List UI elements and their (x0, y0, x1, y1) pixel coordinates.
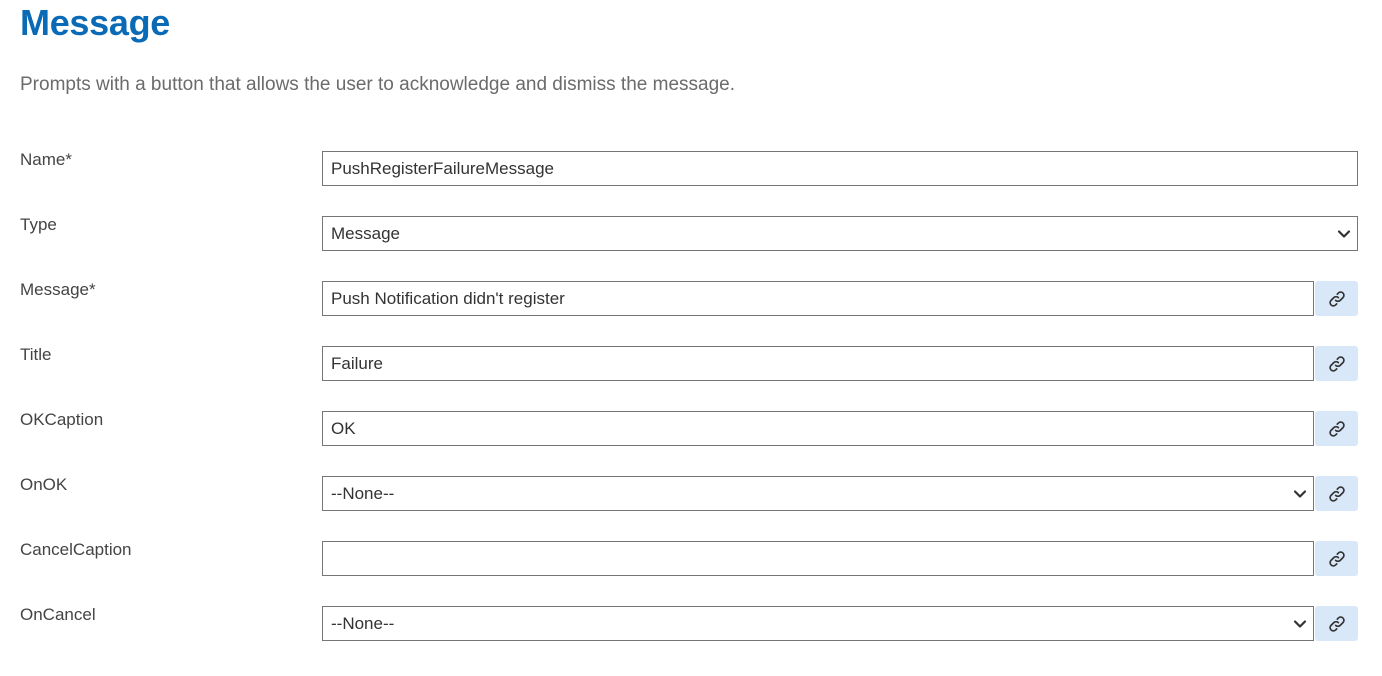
on-ok-row (0, 476, 1382, 541)
message-label: Message* (20, 280, 96, 299)
link-icon (1326, 288, 1348, 310)
ok-caption-row (0, 411, 1382, 476)
ok-caption-input[interactable]: OK (322, 411, 1314, 446)
link-icon (1326, 548, 1348, 570)
on-ok-select-value: --None-- (331, 484, 395, 503)
title-label: Title (20, 345, 52, 364)
cancel-caption-row (0, 541, 1382, 606)
on-ok-select[interactable] (322, 476, 1314, 511)
name-input[interactable]: PushRegisterFailureMessage (322, 151, 1358, 186)
type-label: Type (20, 215, 57, 234)
on-cancel-link-button[interactable] (1315, 606, 1358, 641)
cancel-caption-link-button[interactable] (1315, 541, 1358, 576)
page-description: Prompts with a button that allows the user to acknowledge and dismiss the message. (20, 74, 735, 95)
cancel-caption-label: CancelCaption (20, 540, 132, 559)
chevron-down-icon (1293, 617, 1307, 631)
message-form (0, 151, 1382, 671)
chevron-down-icon (1337, 227, 1351, 241)
on-cancel-label: OnCancel (20, 605, 96, 624)
name-row (0, 151, 1382, 216)
on-ok-label: OnOK (20, 475, 68, 494)
message-input[interactable]: Push Notification didn't register (322, 281, 1314, 316)
link-icon (1326, 613, 1348, 635)
title-row (0, 346, 1382, 411)
link-icon (1326, 353, 1348, 375)
type-select[interactable] (322, 216, 1358, 251)
link-icon (1326, 418, 1348, 440)
type-select-value: Message (331, 224, 400, 243)
on-cancel-select-value: --None-- (331, 614, 395, 633)
chevron-down-icon (1293, 487, 1307, 501)
message-link-button[interactable] (1315, 281, 1358, 316)
link-icon (1326, 483, 1348, 505)
name-label: Name* (20, 150, 72, 169)
ok-caption-link-button[interactable] (1315, 411, 1358, 446)
title-link-button[interactable] (1315, 346, 1358, 381)
title-input[interactable]: Failure (322, 346, 1314, 381)
message-row (0, 281, 1382, 346)
cancel-caption-input[interactable] (322, 541, 1314, 576)
on-cancel-row (0, 606, 1382, 671)
ok-caption-label: OKCaption (20, 410, 104, 429)
on-cancel-select[interactable] (322, 606, 1314, 641)
type-row (0, 216, 1382, 281)
page-title: Message (20, 2, 170, 43)
on-ok-link-button[interactable] (1315, 476, 1358, 511)
